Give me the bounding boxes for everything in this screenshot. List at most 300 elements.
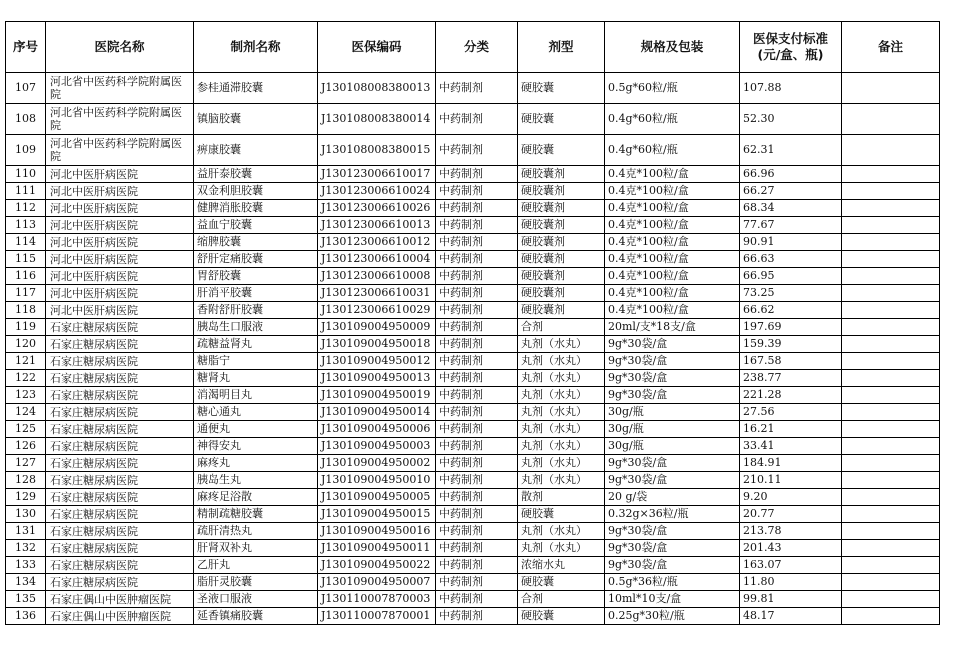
cell-category: 中药制剂 (436, 540, 518, 557)
cell-preparation-name: 痹康胶囊 (194, 135, 318, 166)
table-row (6, 104, 940, 135)
cell-payment-standard: 99.81 (740, 591, 842, 608)
cell-payment-standard: 66.96 (740, 166, 842, 183)
cell-dosage-form: 丸剂（水丸） (518, 455, 605, 472)
table-row (6, 200, 940, 217)
cell-preparation-name: 双金利胆胶囊 (194, 183, 318, 200)
cell-preparation-name: 麻疼足浴散 (194, 489, 318, 506)
cell-spec-packaging: 0.5g*60粒/瓶 (605, 73, 740, 104)
cell-remarks (842, 166, 940, 183)
cell-index: 111 (6, 183, 46, 200)
cell-category: 中药制剂 (436, 608, 518, 625)
header-payment-standard-title: 医保支付标准 (752, 31, 828, 46)
cell-category: 中药制剂 (436, 336, 518, 353)
cell-dosage-form: 丸剂（水丸） (518, 472, 605, 489)
cell-dosage-form: 硬胶囊 (518, 608, 605, 625)
cell-index: 135 (6, 591, 46, 608)
header-remarks: 备注 (842, 22, 940, 73)
cell-index: 110 (6, 166, 46, 183)
cell-insurance-code: J130110007870001 (318, 608, 436, 625)
cell-insurance-code: J130109004950010 (318, 472, 436, 489)
cell-spec-packaging: 30g/瓶 (605, 421, 740, 438)
header-row (6, 22, 940, 73)
table-row (6, 302, 940, 319)
cell-spec-packaging: 9g*30袋/盒 (605, 523, 740, 540)
cell-category: 中药制剂 (436, 73, 518, 104)
cell-category: 中药制剂 (436, 285, 518, 302)
cell-index: 116 (6, 268, 46, 285)
header-payment-standard-unit: (元/盒、瓶) (757, 47, 824, 62)
cell-insurance-code: J130110007870003 (318, 591, 436, 608)
cell-category: 中药制剂 (436, 217, 518, 234)
cell-remarks (842, 421, 940, 438)
table-row (6, 73, 940, 104)
cell-payment-standard: 77.67 (740, 217, 842, 234)
cell-insurance-code: J130123006610008 (318, 268, 436, 285)
cell-index: 127 (6, 455, 46, 472)
cell-payment-standard: 210.11 (740, 472, 842, 489)
cell-dosage-form: 硬胶囊剂 (518, 183, 605, 200)
cell-preparation-name: 参桂通滞胶囊 (194, 73, 318, 104)
cell-preparation-name: 胰岛生口服液 (194, 319, 318, 336)
cell-remarks (842, 217, 940, 234)
cell-hospital: 石家庄糖尿病医院 (46, 540, 194, 557)
cell-remarks (842, 574, 940, 591)
cell-insurance-code: J130109004950014 (318, 404, 436, 421)
cell-spec-packaging: 20ml/支*18支/盒 (605, 319, 740, 336)
cell-index: 124 (6, 404, 46, 421)
cell-index: 114 (6, 234, 46, 251)
cell-index: 126 (6, 438, 46, 455)
cell-preparation-name: 圣液口服液 (194, 591, 318, 608)
cell-remarks (842, 73, 940, 104)
cell-hospital: 河北中医肝病医院 (46, 234, 194, 251)
cell-hospital: 石家庄糖尿病医院 (46, 438, 194, 455)
table-row (6, 353, 940, 370)
table-row (6, 166, 940, 183)
cell-category: 中药制剂 (436, 104, 518, 135)
cell-dosage-form: 硬胶囊 (518, 73, 605, 104)
cell-preparation-name: 糖肾丸 (194, 370, 318, 387)
cell-hospital: 石家庄糖尿病医院 (46, 353, 194, 370)
cell-dosage-form: 硬胶囊剂 (518, 251, 605, 268)
cell-index: 115 (6, 251, 46, 268)
cell-preparation-name: 糖心通丸 (194, 404, 318, 421)
table-row (6, 421, 940, 438)
cell-hospital: 河北中医肝病医院 (46, 268, 194, 285)
cell-index: 128 (6, 472, 46, 489)
cell-category: 中药制剂 (436, 251, 518, 268)
cell-remarks (842, 319, 940, 336)
cell-category: 中药制剂 (436, 234, 518, 251)
cell-remarks (842, 591, 940, 608)
cell-insurance-code: J130109004950022 (318, 557, 436, 574)
cell-spec-packaging: 9g*30袋/盒 (605, 557, 740, 574)
cell-hospital: 河北中医肝病医院 (46, 251, 194, 268)
drug-price-table (5, 21, 940, 625)
cell-payment-standard: 66.27 (740, 183, 842, 200)
cell-payment-standard: 221.28 (740, 387, 842, 404)
cell-insurance-code: J130123006610031 (318, 285, 436, 302)
table-row (6, 319, 940, 336)
cell-payment-standard: 27.56 (740, 404, 842, 421)
cell-preparation-name: 健脾消胀胶囊 (194, 200, 318, 217)
cell-insurance-code: J130109004950005 (318, 489, 436, 506)
table-row (6, 608, 940, 625)
cell-hospital: 石家庄糖尿病医院 (46, 370, 194, 387)
cell-preparation-name: 胰岛生丸 (194, 472, 318, 489)
cell-index: 122 (6, 370, 46, 387)
cell-remarks (842, 404, 940, 421)
cell-payment-standard: 68.34 (740, 200, 842, 217)
cell-dosage-form: 丸剂（水丸） (518, 370, 605, 387)
cell-category: 中药制剂 (436, 421, 518, 438)
cell-remarks (842, 472, 940, 489)
table-row (6, 183, 940, 200)
cell-category: 中药制剂 (436, 268, 518, 285)
cell-dosage-form: 丸剂（水丸） (518, 438, 605, 455)
table-row (6, 285, 940, 302)
header-index: 序号 (6, 22, 46, 73)
cell-remarks (842, 104, 940, 135)
cell-hospital: 石家庄糖尿病医院 (46, 319, 194, 336)
cell-dosage-form: 硬胶囊剂 (518, 268, 605, 285)
cell-index: 118 (6, 302, 46, 319)
cell-hospital: 河北省中医药科学院附属医院 (46, 104, 194, 135)
cell-preparation-name: 消渴明目丸 (194, 387, 318, 404)
cell-dosage-form: 散剂 (518, 489, 605, 506)
cell-preparation-name: 舒肝定痛胶囊 (194, 251, 318, 268)
cell-hospital: 河北中医肝病医院 (46, 285, 194, 302)
cell-spec-packaging: 9g*30袋/盒 (605, 455, 740, 472)
cell-spec-packaging: 0.4克*100粒/盒 (605, 217, 740, 234)
cell-payment-standard: 16.21 (740, 421, 842, 438)
cell-category: 中药制剂 (436, 472, 518, 489)
cell-remarks (842, 370, 940, 387)
cell-remarks (842, 183, 940, 200)
cell-spec-packaging: 9g*30袋/盒 (605, 353, 740, 370)
cell-payment-standard: 73.25 (740, 285, 842, 302)
cell-insurance-code: J130109004950012 (318, 353, 436, 370)
cell-spec-packaging: 0.4克*100粒/盒 (605, 200, 740, 217)
cell-category: 中药制剂 (436, 455, 518, 472)
cell-insurance-code: J130123006610024 (318, 183, 436, 200)
header-spec-packaging: 规格及包装 (605, 22, 740, 73)
cell-index: 119 (6, 319, 46, 336)
cell-preparation-name: 精制疏糖胶囊 (194, 506, 318, 523)
cell-spec-packaging: 9g*30袋/盒 (605, 336, 740, 353)
cell-preparation-name: 神得安丸 (194, 438, 318, 455)
cell-spec-packaging: 9g*30袋/盒 (605, 387, 740, 404)
cell-preparation-name: 缩脾胶囊 (194, 234, 318, 251)
cell-payment-standard: 33.41 (740, 438, 842, 455)
cell-hospital: 河北中医肝病医院 (46, 200, 194, 217)
cell-payment-standard: 66.95 (740, 268, 842, 285)
cell-insurance-code: J130123006610013 (318, 217, 436, 234)
cell-spec-packaging: 0.4g*60粒/瓶 (605, 104, 740, 135)
cell-payment-standard: 163.07 (740, 557, 842, 574)
cell-spec-packaging: 0.4g*60粒/瓶 (605, 135, 740, 166)
cell-payment-standard: 52.30 (740, 104, 842, 135)
cell-category: 中药制剂 (436, 135, 518, 166)
cell-insurance-code: J130108008380015 (318, 135, 436, 166)
cell-remarks (842, 455, 940, 472)
cell-spec-packaging: 0.4克*100粒/盒 (605, 268, 740, 285)
cell-spec-packaging: 0.4克*100粒/盒 (605, 251, 740, 268)
table-row (6, 251, 940, 268)
cell-preparation-name: 益肝泰胶囊 (194, 166, 318, 183)
cell-dosage-form: 丸剂（水丸） (518, 336, 605, 353)
cell-dosage-form: 丸剂（水丸） (518, 523, 605, 540)
cell-payment-standard: 184.91 (740, 455, 842, 472)
cell-index: 130 (6, 506, 46, 523)
table-row (6, 268, 940, 285)
table-row (6, 574, 940, 591)
cell-payment-standard: 90.91 (740, 234, 842, 251)
cell-category: 中药制剂 (436, 319, 518, 336)
cell-index: 136 (6, 608, 46, 625)
cell-remarks (842, 540, 940, 557)
cell-remarks (842, 285, 940, 302)
cell-category: 中药制剂 (436, 489, 518, 506)
cell-category: 中药制剂 (436, 557, 518, 574)
cell-category: 中药制剂 (436, 404, 518, 421)
cell-remarks (842, 336, 940, 353)
cell-insurance-code: J130109004950002 (318, 455, 436, 472)
cell-remarks (842, 489, 940, 506)
cell-preparation-name: 乙肝丸 (194, 557, 318, 574)
cell-payment-standard: 238.77 (740, 370, 842, 387)
header-category: 分类 (436, 22, 518, 73)
table-row (6, 404, 940, 421)
cell-spec-packaging: 0.4克*100粒/盒 (605, 302, 740, 319)
cell-insurance-code: J130109004950016 (318, 523, 436, 540)
table-row (6, 217, 940, 234)
cell-preparation-name: 肝消平胶囊 (194, 285, 318, 302)
cell-insurance-code: J130108008380013 (318, 73, 436, 104)
cell-category: 中药制剂 (436, 523, 518, 540)
table-row (6, 557, 940, 574)
cell-payment-standard: 197.69 (740, 319, 842, 336)
table-row (6, 523, 940, 540)
cell-remarks (842, 387, 940, 404)
cell-category: 中药制剂 (436, 166, 518, 183)
cell-preparation-name: 肝肾双补丸 (194, 540, 318, 557)
cell-spec-packaging: 30g/瓶 (605, 404, 740, 421)
cell-spec-packaging: 0.25g*30粒/瓶 (605, 608, 740, 625)
header-hospital: 医院名称 (46, 22, 194, 73)
cell-insurance-code: J130109004950011 (318, 540, 436, 557)
cell-preparation-name: 通便丸 (194, 421, 318, 438)
cell-remarks (842, 506, 940, 523)
cell-insurance-code: J130109004950013 (318, 370, 436, 387)
cell-dosage-form: 硬胶囊 (518, 135, 605, 166)
cell-hospital: 石家庄糖尿病医院 (46, 489, 194, 506)
cell-preparation-name: 疏肝清热丸 (194, 523, 318, 540)
cell-preparation-name: 香附舒肝胶囊 (194, 302, 318, 319)
cell-hospital: 石家庄糖尿病医院 (46, 421, 194, 438)
cell-dosage-form: 硬胶囊 (518, 104, 605, 135)
cell-dosage-form: 硬胶囊 (518, 506, 605, 523)
table-row (6, 135, 940, 166)
header-dosage-form: 剂型 (518, 22, 605, 73)
cell-insurance-code: J130108008380014 (318, 104, 436, 135)
cell-preparation-name: 镇脑胶囊 (194, 104, 318, 135)
cell-preparation-name: 延香镇痛胶囊 (194, 608, 318, 625)
cell-preparation-name: 麻疼丸 (194, 455, 318, 472)
cell-hospital: 石家庄糖尿病医院 (46, 523, 194, 540)
cell-dosage-form: 丸剂（水丸） (518, 387, 605, 404)
cell-payment-standard: 66.62 (740, 302, 842, 319)
cell-dosage-form: 硬胶囊剂 (518, 166, 605, 183)
cell-payment-standard: 201.43 (740, 540, 842, 557)
cell-hospital: 河北中医肝病医院 (46, 166, 194, 183)
cell-spec-packaging: 30g/瓶 (605, 438, 740, 455)
cell-spec-packaging: 0.32g×36粒/瓶 (605, 506, 740, 523)
cell-index: 108 (6, 104, 46, 135)
cell-dosage-form: 丸剂（水丸） (518, 353, 605, 370)
cell-index: 121 (6, 353, 46, 370)
cell-payment-standard: 159.39 (740, 336, 842, 353)
cell-index: 125 (6, 421, 46, 438)
cell-hospital: 石家庄偶山中医肿瘤医院 (46, 608, 194, 625)
cell-hospital: 石家庄糖尿病医院 (46, 404, 194, 421)
cell-category: 中药制剂 (436, 353, 518, 370)
cell-dosage-form: 浓缩水丸 (518, 557, 605, 574)
cell-remarks (842, 268, 940, 285)
cell-remarks (842, 438, 940, 455)
cell-payment-standard: 213.78 (740, 523, 842, 540)
cell-preparation-name: 益血宁胶囊 (194, 217, 318, 234)
cell-index: 113 (6, 217, 46, 234)
cell-hospital: 河北中医肝病医院 (46, 217, 194, 234)
cell-index: 120 (6, 336, 46, 353)
cell-insurance-code: J130109004950007 (318, 574, 436, 591)
cell-category: 中药制剂 (436, 574, 518, 591)
cell-category: 中药制剂 (436, 370, 518, 387)
cell-remarks (842, 251, 940, 268)
cell-payment-standard: 62.31 (740, 135, 842, 166)
cell-spec-packaging: 9g*30袋/盒 (605, 472, 740, 489)
cell-dosage-form: 硬胶囊剂 (518, 285, 605, 302)
cell-index: 133 (6, 557, 46, 574)
cell-category: 中药制剂 (436, 200, 518, 217)
cell-spec-packaging: 9g*30袋/盒 (605, 370, 740, 387)
cell-spec-packaging: 9g*30袋/盒 (605, 540, 740, 557)
cell-insurance-code: J130109004950003 (318, 438, 436, 455)
cell-insurance-code: J130109004950019 (318, 387, 436, 404)
cell-dosage-form: 丸剂（水丸） (518, 540, 605, 557)
cell-remarks (842, 608, 940, 625)
table-row (6, 489, 940, 506)
table-row (6, 438, 940, 455)
cell-index: 134 (6, 574, 46, 591)
cell-category: 中药制剂 (436, 387, 518, 404)
cell-dosage-form: 丸剂（水丸） (518, 421, 605, 438)
cell-dosage-form: 合剂 (518, 319, 605, 336)
cell-index: 117 (6, 285, 46, 302)
table-row (6, 234, 940, 251)
cell-hospital: 石家庄偶山中医肿瘤医院 (46, 591, 194, 608)
cell-remarks (842, 523, 940, 540)
cell-insurance-code: J130123006610004 (318, 251, 436, 268)
cell-dosage-form: 硬胶囊剂 (518, 217, 605, 234)
table-row (6, 370, 940, 387)
cell-spec-packaging: 0.4克*100粒/盒 (605, 285, 740, 302)
cell-spec-packaging: 0.4克*100粒/盒 (605, 183, 740, 200)
cell-index: 123 (6, 387, 46, 404)
cell-hospital: 河北省中医药科学院附属医院 (46, 135, 194, 166)
cell-category: 中药制剂 (436, 438, 518, 455)
cell-category: 中药制剂 (436, 506, 518, 523)
table-row (6, 455, 940, 472)
cell-dosage-form: 硬胶囊剂 (518, 200, 605, 217)
table-row (6, 387, 940, 404)
cell-hospital: 河北省中医药科学院附属医院 (46, 73, 194, 104)
cell-category: 中药制剂 (436, 302, 518, 319)
cell-payment-standard: 167.58 (740, 353, 842, 370)
cell-preparation-name: 糖脂宁 (194, 353, 318, 370)
cell-spec-packaging: 0.4克*100粒/盒 (605, 234, 740, 251)
cell-hospital: 石家庄糖尿病医院 (46, 557, 194, 574)
cell-category: 中药制剂 (436, 591, 518, 608)
cell-remarks (842, 135, 940, 166)
cell-insurance-code: J130109004950018 (318, 336, 436, 353)
cell-dosage-form: 硬胶囊剂 (518, 302, 605, 319)
cell-payment-standard: 20.77 (740, 506, 842, 523)
table-row (6, 591, 940, 608)
cell-preparation-name: 疏糖益肾丸 (194, 336, 318, 353)
cell-dosage-form: 丸剂（水丸） (518, 404, 605, 421)
cell-preparation-name: 脂肝灵胶囊 (194, 574, 318, 591)
cell-index: 112 (6, 200, 46, 217)
cell-insurance-code: J130123006610012 (318, 234, 436, 251)
cell-payment-standard: 48.17 (740, 608, 842, 625)
cell-hospital: 石家庄糖尿病医院 (46, 387, 194, 404)
cell-spec-packaging: 0.4克*100粒/盒 (605, 166, 740, 183)
cell-hospital: 河北中医肝病医院 (46, 183, 194, 200)
cell-dosage-form: 硬胶囊 (518, 574, 605, 591)
cell-hospital: 石家庄糖尿病医院 (46, 574, 194, 591)
cell-payment-standard: 66.63 (740, 251, 842, 268)
cell-remarks (842, 234, 940, 251)
cell-index: 109 (6, 135, 46, 166)
cell-payment-standard: 107.88 (740, 73, 842, 104)
cell-insurance-code: J130123006610026 (318, 200, 436, 217)
cell-remarks (842, 200, 940, 217)
header-insurance-code: 医保编码 (318, 22, 436, 73)
header-payment-standard (740, 22, 842, 73)
cell-index: 107 (6, 73, 46, 104)
cell-dosage-form: 硬胶囊剂 (518, 234, 605, 251)
cell-hospital: 石家庄糖尿病医院 (46, 506, 194, 523)
table-row (6, 336, 940, 353)
cell-hospital: 河北中医肝病医院 (46, 302, 194, 319)
cell-payment-standard: 9.20 (740, 489, 842, 506)
cell-hospital: 石家庄糖尿病医院 (46, 472, 194, 489)
cell-insurance-code: J130123006610017 (318, 166, 436, 183)
header-preparation-name: 制剂名称 (194, 22, 318, 73)
cell-dosage-form: 合剂 (518, 591, 605, 608)
cell-payment-standard: 11.80 (740, 574, 842, 591)
cell-insurance-code: J130109004950006 (318, 421, 436, 438)
cell-spec-packaging: 0.5g*36粒/瓶 (605, 574, 740, 591)
cell-preparation-name: 胃舒胶囊 (194, 268, 318, 285)
cell-remarks (842, 353, 940, 370)
cell-index: 131 (6, 523, 46, 540)
cell-remarks (842, 302, 940, 319)
cell-hospital: 石家庄糖尿病医院 (46, 455, 194, 472)
